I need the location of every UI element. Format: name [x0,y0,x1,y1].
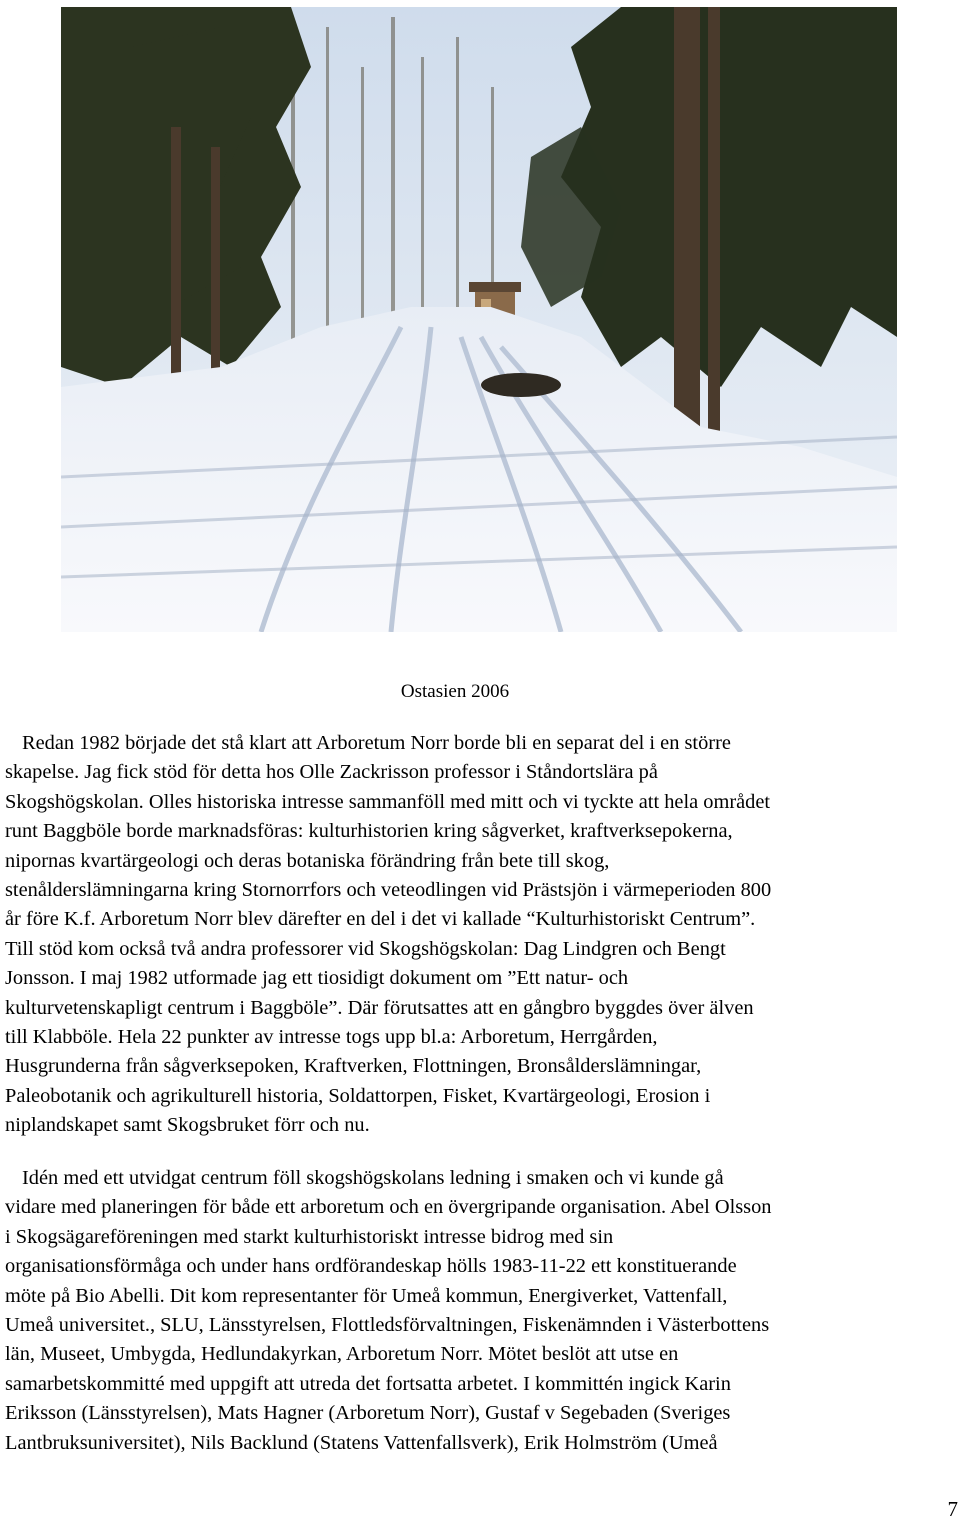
paragraph-line: Eriksson (Länsstyrelsen), Mats Hagner (Arboretum Norr), Gustaf v Segebaden (Sveriges [5,1402,731,1425]
paragraph-line: Till stöd kom också två andra professorer vid Skogshögskolan: Dag Lindgren och Bengt [5,937,726,960]
page-number: 7 [947,1497,958,1521]
snow-road-photo [61,7,897,632]
paragraph-line: niplandskapet samt Skogsbruket förr och nu. [5,1114,370,1137]
paragraph-line: skapelse. Jag fick stöd för detta hos Olle Zackrisson professor i Ståndortslära på [5,761,658,784]
paragraph-line: Idén med ett utvidgat centrum föll skogshögskolans ledning i smaken och vi kunde gå [22,1167,724,1189]
paragraph-line: möte på Bio Abelli. Dit kom representanter för Umeå kommun, Energiverket, Vattenfall, [5,1284,728,1307]
photo-caption: Ostasien 2006 [400,681,510,702]
paragraph-line: kulturvetenskapligt centrum i Baggböle”. Där förutsattes att en gångbro byggdes över älven [5,996,754,1019]
paragraph-line: Husgrunderna från sågverksepoken, Kraftverken, Flottningen, Bronsålderslämningar, [5,1055,702,1078]
paragraph-line: Lantbruksuniversitet), Nils Backlund (Statens Vattenfallsverk), Erik Holmström (Umeå [5,1431,718,1454]
paragraph-2 [5,1164,950,1458]
paragraph-line: vidare med planeringen för både ett arboretum och en övergripande organisation. Abel Olsson [5,1196,772,1219]
paragraph-line: Paleobotanik och agrikulturell historia, Soldattorpen, Fisket, Kvartärgeologi, Erosion i [5,1084,711,1107]
paragraph-line: år före K.f. Arboretum Norr blev därefter en del i det vi kallade “Kulturhistoriskt Centrum”. [5,908,756,931]
paragraph-line: samarbetskommitté med uppgift att utreda det fortsatta arbetet. I kommittén ingick Karin [5,1372,731,1395]
paragraph-line: nipornas kvartärgeologi och deras botaniska förändring från bete till skog, [5,849,610,872]
paragraph-line: Umeå universitet., SLU, Länsstyrelsen, Flottledsförvaltningen, Fiskenämnden i Västerbottens [5,1314,770,1337]
photo-illustration [61,7,897,632]
paragraph-line: organisationsförmåga och under hans ordförandeskap hölls 1983-11-22 ett konstituerande [5,1255,737,1278]
paragraph-line: till Klabböle. Hela 22 punkter av intresse togs upp bl.a: Arboretum, Herrgården, [5,1026,658,1049]
paragraph-line: Jonsson. I maj 1982 utformade jag ett tiosidigt dokument om ”Ett natur- och [5,967,629,990]
paragraph-line: stenålderslämningarna kring Stornorrfors och veteodlingen vid Prästsjön i värmeperioden 800 [5,879,772,902]
paragraph-line: i Skogsägareföreningen med starkt kulturhistoriskt intresse bidrog med sin [5,1225,614,1248]
paragraph-line: Redan 1982 började det stå klart att Arboretum Norr borde bli en separat del i en större [22,732,731,754]
paragraph-line: Skogshögskolan. Olles historiska intresse sammanföll med mitt och vi tyckte att hela området [5,790,771,813]
paragraph-1 [5,729,950,1141]
paragraph-line: runt Baggböle borde marknadsföras: kulturhistorien kring sågverket, kraftverksepokerna, [5,820,733,843]
paragraph-line: län, Museet, Umbygda, Hedlundakyrkan, Arboretum Norr. Mötet beslöt att utse en [5,1343,679,1366]
